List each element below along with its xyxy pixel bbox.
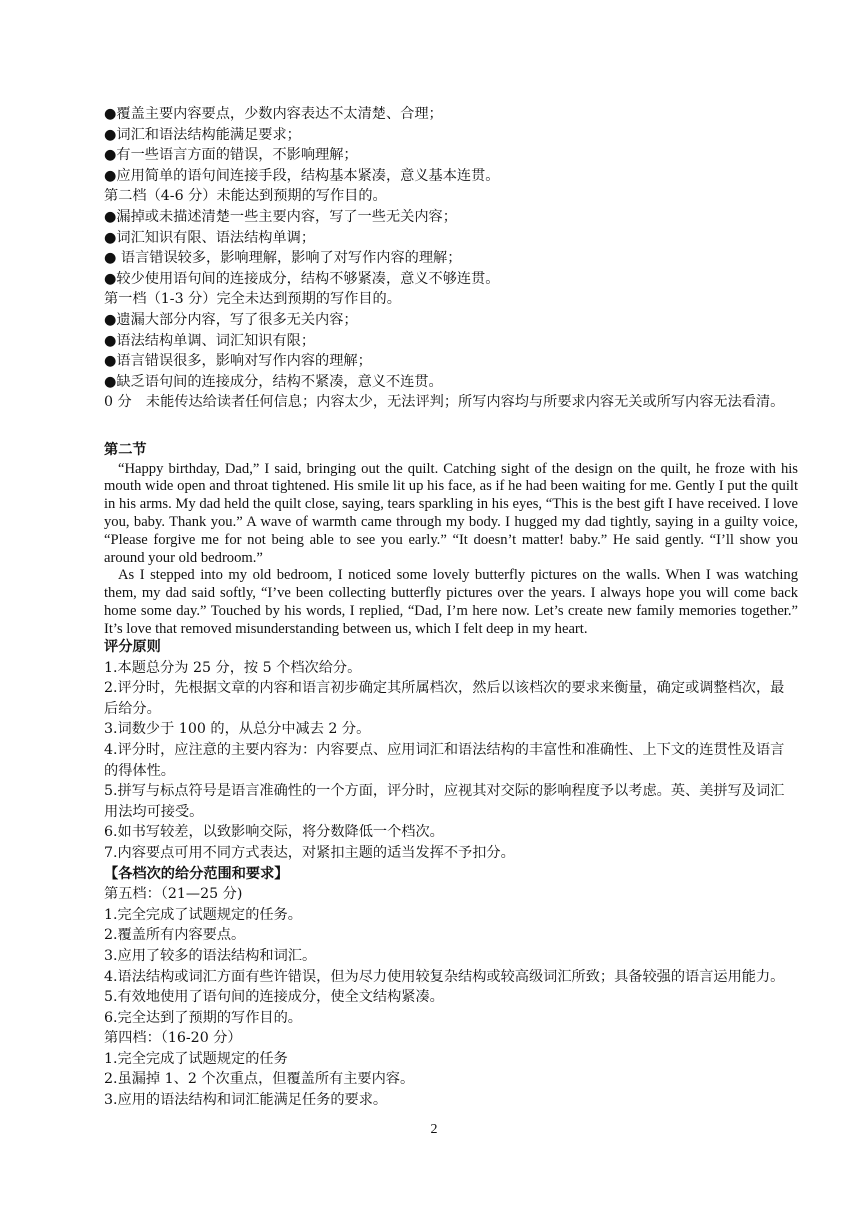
level-item: 2.覆盖所有内容要点。 — [104, 927, 246, 944]
principle-item: 7.内容要点可用不同方式表达，对紧扣主题的适当发挥不予扣分。 — [104, 844, 515, 861]
level-title-fifth: 第五档：（21—25 分) — [104, 886, 243, 903]
principle-item: 4.评分时，应注意的主要内容为：内容要点、应用词汇和语法结构的丰富性和准确性、上下文的连贯性及语言的得体性。 — [104, 741, 785, 779]
criteria-line: ●语法结构单调、词汇知识有限； — [104, 332, 316, 349]
principle-item: 1.本题总分为 25 分，按 5 个档次给分。 — [104, 659, 362, 676]
level-item: 6.完全达到了预期的写作目的。 — [104, 1009, 302, 1026]
level-title-fourth: 第四档：（16-20 分） — [104, 1030, 242, 1047]
level-item: 5.有效地使用了语句间的连接成分，使全文结构紧凑。 — [104, 989, 444, 1006]
level-item: 4.语法结构或词汇方面有些许错误，但为尽力使用较复杂结构或较高级词汇所致；具备较强的语言运用能力。 — [104, 968, 785, 985]
principles-heading: 评分原则 — [104, 639, 161, 655]
scoring-principles — [104, 637, 798, 1111]
criteria-line: ●应用简单的语句间连接手段，结构基本紧凑，意义基本连贯。 — [104, 167, 500, 184]
essay-paragraph: “Happy birthday, Dad,” I said, bringing out the quilt. Catching sight of the design on the quilt, he froze with his mouth wide open and throat tightened. His smile lit up his face, as if he had been waiting for me. Gently I put the quilt in his arms. My dad held the quilt close, saying, tears sparkling in his eyes, “This is the best gift I have received. I love you, baby. Thank you.” A wave of warmth came through my body. I hugged my dad tightly, saying in a guilty voice, “Please forgive me for not being able to see you early.” “It doesn’t matter! baby.” He said gently. “I’ll show you around your old bedroom.” — [104, 460, 798, 566]
level-heading-second: 第二档（4-6 分）未能达到预期的写作目的。 — [104, 188, 387, 205]
zero-score-note: 0 分 未能传达给读者任何信息；内容太少，无法评判；所写内容均与所要求内容无关或所写内容无法看清。 — [104, 394, 785, 411]
levels-heading: 【各档次的给分范围和要求】 — [104, 865, 289, 882]
criteria-top-list — [104, 104, 798, 413]
section-two — [104, 440, 798, 639]
level-heading-first: 第一档（1-3 分）完全未达到预期的写作目的。 — [104, 291, 401, 308]
criteria-line: ●有一些语言方面的错误，不影响理解； — [104, 147, 358, 164]
level-item: 3.应用了较多的语法结构和词汇。 — [104, 947, 317, 964]
criteria-line: ●覆盖主要内容要点，少数内容表达不太清楚、合理； — [104, 106, 443, 122]
criteria-line: ●较少使用语句间的连接成分，结构不够紧凑，意义不够连贯。 — [104, 270, 500, 287]
principle-item: 5.拼写与标点符号是语言准确性的一个方面，评分时，应视其对交际的影响程度予以考虑。英、美拼写及词汇用法均可接受。 — [104, 783, 785, 820]
principle-item: 2.评分时，先根据文章的内容和语言初步确定其所属档次，然后以该档次的要求来衡量，确定或调整档次，最后给分。 — [104, 680, 785, 717]
criteria-line: ●语言错误很多，影响对写作内容的理解； — [104, 353, 372, 370]
level-item: 1.完全完成了试题规定的任务。 — [104, 906, 302, 923]
criteria-line: ●词汇知识有限、语法结构单调； — [104, 229, 316, 246]
essay-paragraph: As I stepped into my old bedroom, I noticed some lovely butterfly pictures on the walls. When I was watching them, my dad said softly, “I’ve been collecting butterfly pictures over the years. I always hope you will come back home some day.” Touched by his words, I replied, “Dad, I’m here now. Let’s create new family memories together.” It’s love that removed misunderstanding between us, which I felt deep in my heart. — [104, 567, 798, 637]
model-essay — [104, 461, 798, 639]
level-item: 3.应用的语法结构和词汇能满足任务的要求。 — [104, 1092, 388, 1109]
principle-item: 3.词数少于 100 的，从总分中减去 2 分。 — [104, 721, 371, 738]
criteria-line: ● 语言错误较多，影响理解，影响了对写作内容的理解； — [104, 250, 462, 267]
page-number: 2 — [430, 1122, 438, 1137]
level-item: 2.虽漏掉 1、2 个次重点，但覆盖所有主要内容。 — [104, 1071, 415, 1088]
criteria-line: ●漏掉或未描述清楚一些主要内容，写了一些无关内容； — [104, 208, 457, 225]
principle-item: 6.如书写较差，以致影响交际，将分数降低一个档次。 — [104, 824, 444, 841]
criteria-line: ●缺乏语句间的连接成分，结构不紧凑，意义不连贯。 — [104, 373, 443, 390]
level-item: 1.完全完成了试题规定的任务 — [104, 1050, 288, 1067]
criteria-line: ●遗漏大部分内容，写了很多无关内容； — [104, 311, 358, 328]
section-heading: 第二节 — [104, 442, 147, 458]
criteria-line: ●词汇和语法结构能满足要求； — [104, 126, 301, 143]
